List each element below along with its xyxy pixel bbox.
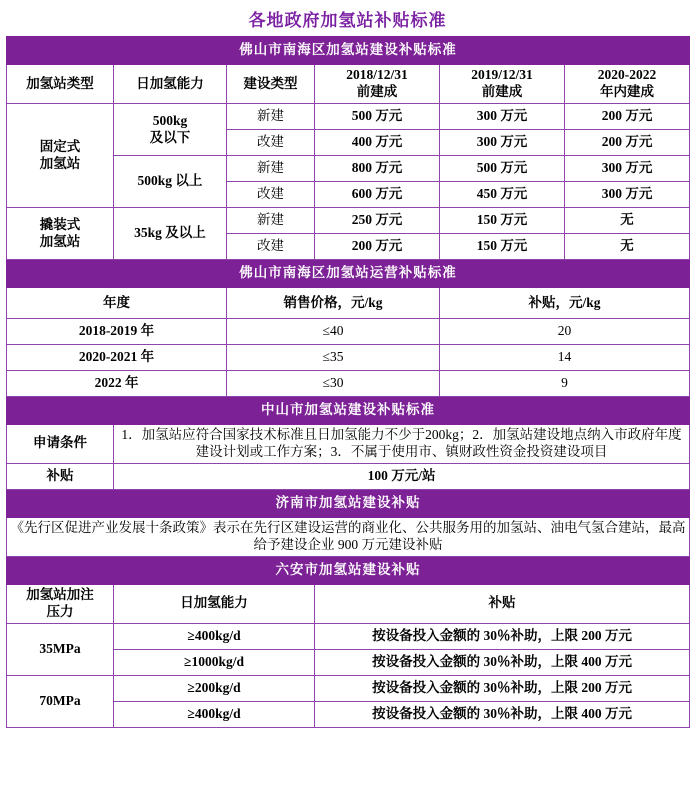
- section1-band: 佛山市南海区加氢站建设补贴标准: [7, 37, 690, 65]
- subsidy-value: 按设备投入金额的 30％补助，上限 200 万元: [315, 623, 690, 649]
- table-row: [7, 319, 690, 345]
- subsidy-value: 按设备投入金额的 30％补助，上限 400 万元: [315, 701, 690, 727]
- build-type: 改建: [227, 130, 315, 156]
- table-row: [7, 517, 690, 556]
- table-row: [7, 345, 690, 371]
- col-filling-pressure: [7, 584, 114, 623]
- value-2020: 200 万元: [565, 130, 690, 156]
- capacity-35-above: 35kg 及以上: [114, 208, 227, 260]
- subsidy-tables: [6, 36, 690, 728]
- price-value: ≤30: [227, 371, 440, 397]
- label-application-condition: 申请条件: [7, 425, 114, 464]
- value-2020: 300 万元: [565, 182, 690, 208]
- col-deadline-2018-line2: 前建成: [356, 84, 398, 99]
- col-daily-capacity: 日加氢能力: [114, 65, 227, 104]
- value-2018: 500 万元: [315, 104, 440, 130]
- capacity-500-above: 500kg 以上: [114, 156, 227, 208]
- jinan-policy-text: 《先行区促进产业发展十条政策》表示在先行区建设运营的商业化、公共服务用的加氢站、油电气氢合建站，最高给予建设企业 900 万元建设补贴: [7, 517, 690, 556]
- year-value: 2018-2019 年: [7, 319, 227, 345]
- subsidy-value: 14: [440, 345, 690, 371]
- capacity-500-below-line2: 及以下: [149, 129, 191, 145]
- section5-header-row: [7, 584, 690, 623]
- section-band-row: [7, 37, 690, 65]
- section-band-row: [7, 489, 690, 517]
- section3-band: 中山市加氢站建设补贴标准: [7, 397, 690, 425]
- subsidy-value: 按设备投入金额的 30％补助，上限 200 万元: [315, 675, 690, 701]
- value-2020: 无: [565, 208, 690, 234]
- station-type-skid: [7, 208, 114, 260]
- price-value: ≤40: [227, 319, 440, 345]
- station-type-fixed-line2: 加氢站: [39, 155, 81, 171]
- application-condition-text: 1．加氢站应符合国家技术标准且日加氢能力不少于200kg；2．加氢站建设地点纳入市政府年度建设计划或工作方案；3．不属于使用市、镇财政性资金投资建设项目: [114, 425, 690, 464]
- station-type-fixed: [7, 104, 114, 208]
- table-row: [7, 463, 690, 489]
- section-band-row: [7, 556, 690, 584]
- col-filling-pressure-line1: 加氢站加注: [26, 586, 94, 602]
- subsidy-amount: 100 万元/站: [114, 463, 690, 489]
- col-sale-price: 销售价格，元/kg: [227, 288, 440, 319]
- value-2018: 250 万元: [315, 208, 440, 234]
- col-build-type: 建设类型: [227, 65, 315, 104]
- value-2019: 150 万元: [440, 234, 565, 260]
- section2-band: 佛山市南海区加氢站运营补贴标准: [7, 260, 690, 288]
- table-row: [7, 425, 690, 464]
- subsidy-value: 9: [440, 371, 690, 397]
- capacity-value: ≥200kg/d: [114, 675, 315, 701]
- station-type-skid-line1: 撬装式: [39, 216, 81, 232]
- build-type: 新建: [227, 104, 315, 130]
- col-subsidy: 补贴，元/kg: [440, 288, 690, 319]
- value-2019: 450 万元: [440, 182, 565, 208]
- value-2019: 300 万元: [440, 104, 565, 130]
- col-filling-pressure-line2: 压力: [46, 603, 74, 619]
- value-2020: 300 万元: [565, 156, 690, 182]
- value-2018: 600 万元: [315, 182, 440, 208]
- col-deadline-2019-line1: 2019/12/31: [471, 67, 533, 83]
- col-deadline-2020-2022: [565, 65, 690, 104]
- label-subsidy: 补贴: [7, 463, 114, 489]
- subsidy-value: 按设备投入金额的 30％补助，上限 400 万元: [315, 649, 690, 675]
- pressure-70mpa: 70MPa: [7, 675, 114, 727]
- section-band-row: [7, 260, 690, 288]
- capacity-500-below: [114, 104, 227, 156]
- value-2018: 200 万元: [315, 234, 440, 260]
- build-type: 新建: [227, 156, 315, 182]
- table-row: [7, 208, 690, 234]
- year-value: 2022 年: [7, 371, 227, 397]
- value-2019: 300 万元: [440, 130, 565, 156]
- price-value: ≤35: [227, 345, 440, 371]
- col-deadline-2020-line2: 年内建成: [600, 84, 655, 99]
- table-row: [7, 623, 690, 649]
- build-type: 改建: [227, 234, 315, 260]
- value-2020: 200 万元: [565, 104, 690, 130]
- section-band-row: [7, 397, 690, 425]
- col-daily-capacity: 日加氢能力: [114, 584, 315, 623]
- station-type-skid-line2: 加氢站: [39, 233, 81, 249]
- table-row: [7, 675, 690, 701]
- col-deadline-2018-line1: 2018/12/31: [346, 67, 408, 83]
- col-year: 年度: [7, 288, 227, 319]
- pressure-35mpa: 35MPa: [7, 623, 114, 675]
- section5-band: 六安市加氢站建设补贴: [7, 556, 690, 584]
- value-2018: 400 万元: [315, 130, 440, 156]
- col-station-type: 加氢站类型: [7, 65, 114, 104]
- col-deadline-2018: [315, 65, 440, 104]
- build-type: 改建: [227, 182, 315, 208]
- section2-header-row: [7, 288, 690, 319]
- value-2019: 500 万元: [440, 156, 565, 182]
- value-2020: 无: [565, 234, 690, 260]
- value-2019: 150 万元: [440, 208, 565, 234]
- section1-header-row: [7, 65, 690, 104]
- page-title: 各地政府加氢站补贴标准: [248, 11, 447, 30]
- col-deadline-2019: [440, 65, 565, 104]
- capacity-value: ≥400kg/d: [114, 701, 315, 727]
- col-deadline-2020-line1: 2020-2022: [597, 67, 657, 83]
- col-subsidy: 补贴: [315, 584, 690, 623]
- subsidy-value: 20: [440, 319, 690, 345]
- table-row: [7, 104, 690, 130]
- year-value: 2020-2021 年: [7, 345, 227, 371]
- col-deadline-2019-line2: 前建成: [481, 84, 523, 99]
- capacity-value: ≥1000kg/d: [114, 649, 315, 675]
- table-row: [7, 371, 690, 397]
- build-type: 新建: [227, 208, 315, 234]
- capacity-value: ≥400kg/d: [114, 623, 315, 649]
- section4-band: 济南市加氢站建设补贴: [7, 489, 690, 517]
- station-type-fixed-line1: 固定式: [39, 138, 81, 154]
- capacity-500-below-line1: 500kg: [152, 112, 188, 128]
- value-2018: 800 万元: [315, 156, 440, 182]
